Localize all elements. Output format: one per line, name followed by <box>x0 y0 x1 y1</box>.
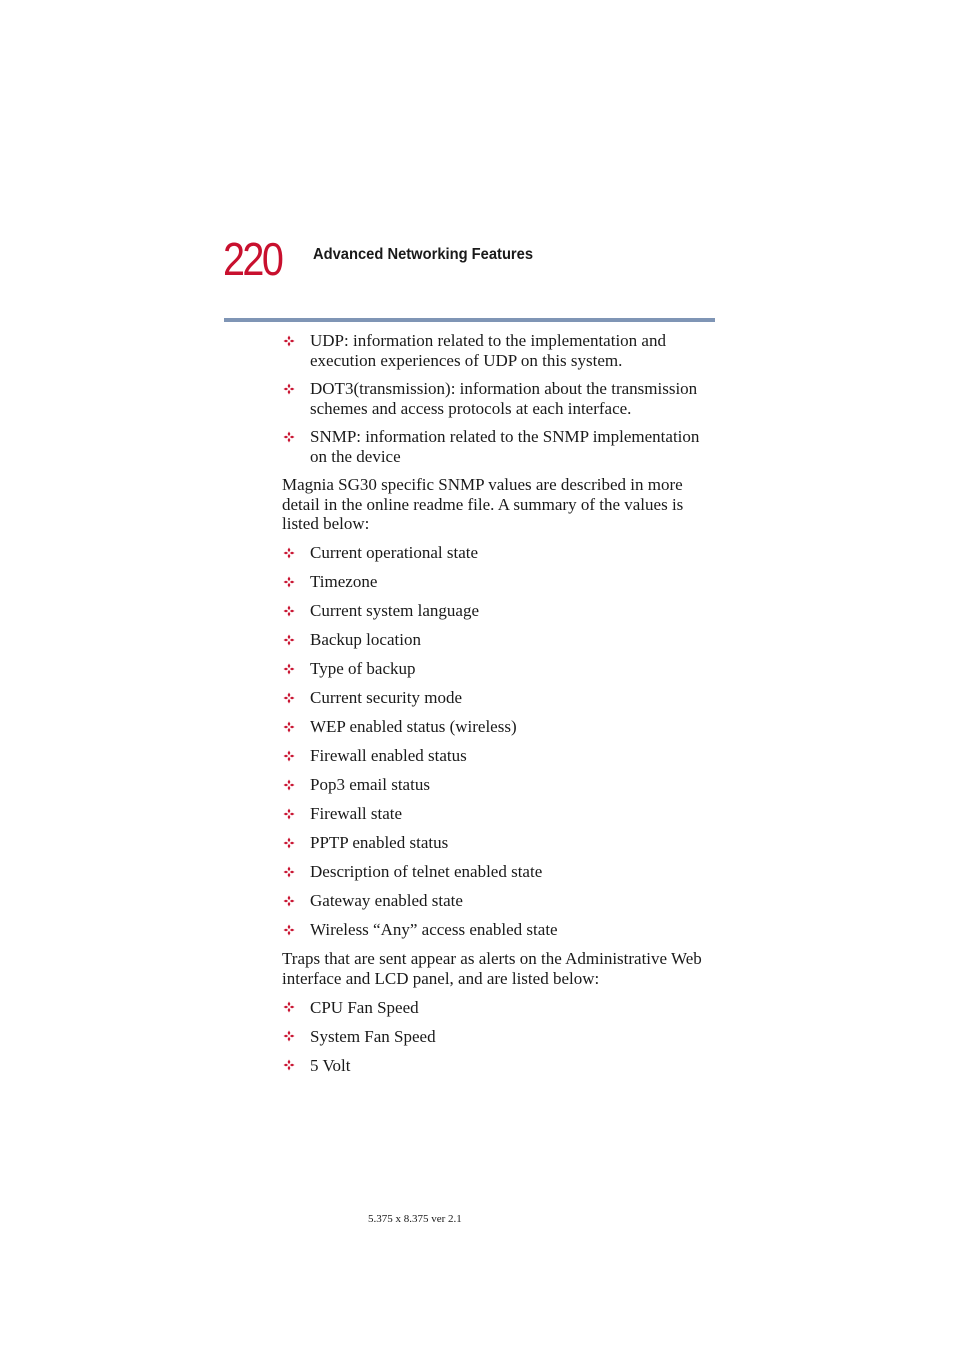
trap-list <box>282 998 718 1076</box>
four-petal-diamond-icon <box>282 804 296 823</box>
list-item <box>282 746 718 766</box>
list-item <box>282 379 718 418</box>
list-item <box>282 427 718 466</box>
list-item-text: WEP enabled status (wireless) <box>310 717 517 736</box>
list-item <box>282 331 718 370</box>
four-petal-diamond-icon <box>282 572 296 591</box>
list-item-text: CPU Fan Speed <box>310 997 419 1017</box>
list-item-text: PPTP enabled status <box>310 833 449 852</box>
list-item-text: UDP: information related to the implementation and execution experiences of UDP on this system. <box>310 331 666 370</box>
list-item <box>282 862 718 882</box>
four-petal-diamond-icon <box>282 862 296 881</box>
list-item-text: Current operational state <box>310 543 479 562</box>
list-item-text: System Fan Speed <box>310 1026 436 1046</box>
list-item-text: Backup location <box>310 630 421 649</box>
mib-group-list <box>282 331 718 466</box>
list-item-text: Timezone <box>310 572 378 591</box>
four-petal-diamond-icon <box>282 601 296 620</box>
four-petal-diamond-icon <box>282 1056 296 1075</box>
list-item <box>282 717 718 737</box>
list-item-text: DOT3(transmission): information about the transmission schemes and access protocols at each interface. <box>310 379 698 418</box>
list-item-text: Wireless “Any” access enabled state <box>310 920 558 939</box>
list-item-text: Type of backup <box>310 659 416 678</box>
four-petal-diamond-icon <box>282 746 296 765</box>
four-petal-diamond-icon <box>282 379 296 398</box>
four-petal-diamond-icon <box>282 717 296 736</box>
four-petal-diamond-icon <box>282 775 296 794</box>
list-item <box>282 804 718 824</box>
list-item <box>282 833 718 853</box>
list-item-text: SNMP: information related to the SNMP implementation on the device <box>310 427 700 466</box>
four-petal-diamond-icon <box>282 833 296 852</box>
list-item <box>282 688 718 708</box>
chapter-title: Advanced Networking Features <box>313 246 534 263</box>
list-item-text: Firewall state <box>310 804 403 823</box>
four-petal-diamond-icon <box>282 891 296 910</box>
list-item <box>282 1056 718 1076</box>
list-item-text: Current security mode <box>310 688 463 707</box>
list-item <box>282 543 718 563</box>
four-petal-diamond-icon <box>282 688 296 707</box>
list-item-text: 5 Volt <box>310 1055 351 1075</box>
list-item <box>282 659 718 679</box>
four-petal-diamond-icon <box>282 427 296 446</box>
list-item <box>282 998 718 1018</box>
list-item <box>282 1027 718 1047</box>
four-petal-diamond-icon <box>282 659 296 678</box>
traps-intro-paragraph: Traps that are sent appear as alerts on the Administrative Web interface and LCD panel, and are listed below: <box>282 949 702 988</box>
list-item <box>282 630 718 650</box>
snmp-intro-paragraph: Magnia SG30 specific SNMP values are described in more detail in the online readme file. A summary of the values is listed below: <box>282 475 684 533</box>
four-petal-diamond-icon <box>282 998 296 1017</box>
list-item <box>282 572 718 592</box>
header-divider <box>224 318 715 322</box>
four-petal-diamond-icon <box>282 331 296 350</box>
list-item-text: Gateway enabled state <box>310 891 463 910</box>
four-petal-diamond-icon <box>282 1027 296 1046</box>
four-petal-diamond-icon <box>282 920 296 939</box>
list-item <box>282 920 718 940</box>
list-item-text: Firewall enabled status <box>310 746 467 765</box>
page-number: 220 <box>223 233 282 285</box>
list-item-text: Current system language <box>310 601 480 620</box>
four-petal-diamond-icon <box>282 630 296 649</box>
list-item-text: Description of telnet enabled state <box>310 862 543 881</box>
list-item <box>282 601 718 621</box>
list-item <box>282 891 718 911</box>
list-item-text: Pop3 email status <box>310 775 430 794</box>
footer-note: 5.375 x 8.375 ver 2.1 <box>368 1213 462 1225</box>
page-content <box>282 331 718 1085</box>
list-item <box>282 775 718 795</box>
snmp-value-list <box>282 543 718 940</box>
four-petal-diamond-icon <box>282 543 296 562</box>
